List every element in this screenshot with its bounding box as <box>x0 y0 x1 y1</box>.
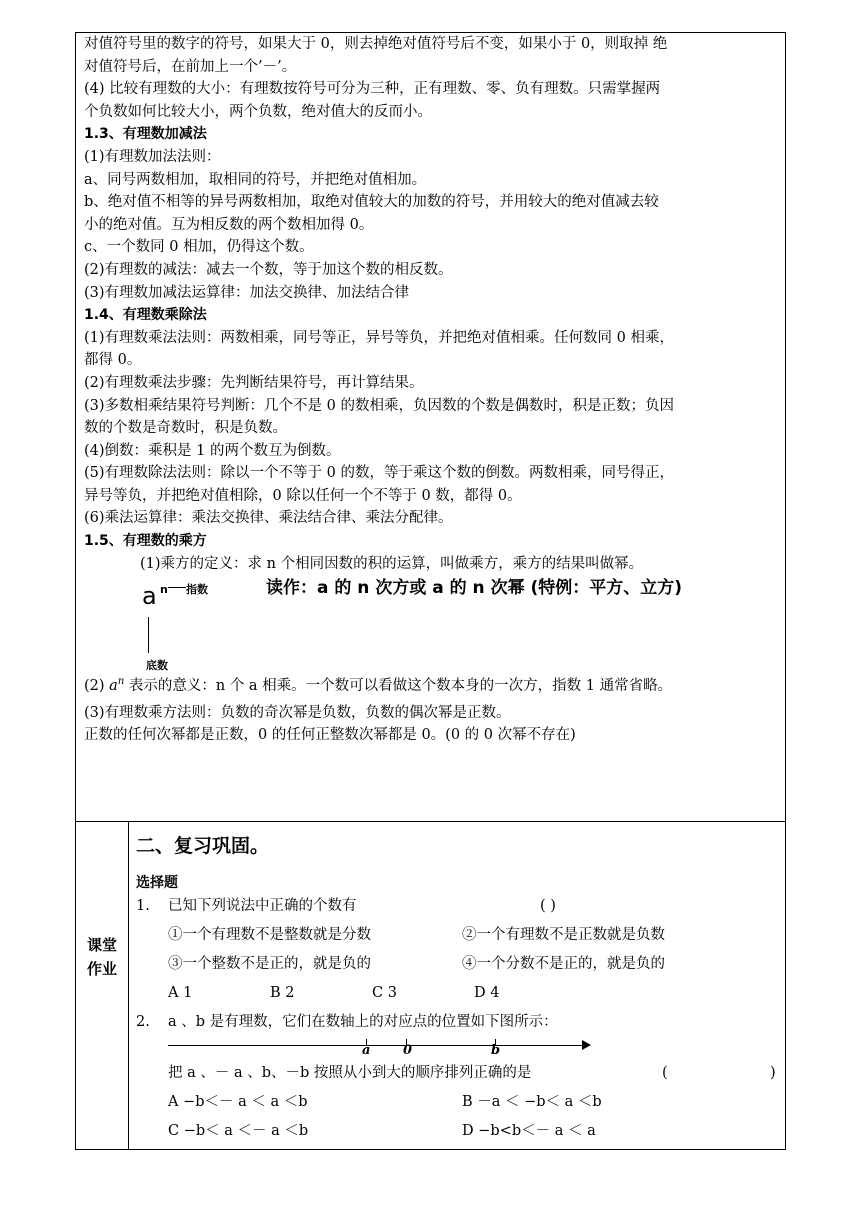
side-label-line: 作业 <box>86 960 117 978</box>
choice-d: D −b<b＜－ a ＜ a <box>462 1123 596 1139</box>
answer-blank: ( ) <box>540 898 556 914</box>
text-line: 异号等负，并把绝对值相除，0 除以任何一个不等于 0 数，都得 0。 <box>84 487 522 504</box>
column-divider <box>128 821 129 1149</box>
side-label-line: 课堂 <box>86 936 117 954</box>
number-line <box>168 1037 784 1059</box>
text-line: (2)有理数乘法步骤：先判断结果符号，再计算结果。 <box>84 374 424 391</box>
heading-1-5: 1.5、有理数的乘方 <box>84 533 207 550</box>
text-line: (3)多数相乘结果符号判断：几个不是 0 的数相乘，负因数的个数是偶数时，积是正数；负因 <box>84 397 674 414</box>
exercise-cell <box>136 829 784 1146</box>
choice-row <box>136 979 784 1008</box>
statement: ③一个整数不是正的，就是负的 <box>168 956 371 972</box>
text-line: (3)有理数乘方法则：负数的奇次幂是负数，负数的偶次幂是正数。 <box>84 704 511 721</box>
choice-a: A 1 <box>168 985 193 1001</box>
text-line: (1)有理数加法法则： <box>84 148 221 165</box>
question-number: 1. <box>136 898 150 914</box>
answer-blank-open: ( <box>662 1065 668 1081</box>
row-divider <box>76 821 785 822</box>
figure-exponent-label: 指数 <box>186 583 208 597</box>
power-symbol-base: a <box>109 678 118 695</box>
text-line: (1)乘方的定义：求 n 个相同因数的积的运算，叫做乘方，乘方的结果叫做幂。 <box>140 555 644 572</box>
question-text: a 、b 是有理数，它们在数轴上的对应点的位置如下图所示： <box>168 1014 558 1030</box>
text-line: 都得 0。 <box>84 352 142 369</box>
figure-pointer-line <box>148 617 149 653</box>
statement-row <box>136 950 784 979</box>
question-2 <box>136 1008 784 1037</box>
choice-b: B －a ＜ −b＜ a ＜b <box>462 1094 602 1110</box>
number-line-axis <box>168 1045 586 1046</box>
figure-reading-text: 读作：a 的 n 次方或 a 的 n 次幂 (特例：平方、立方) <box>266 578 683 599</box>
side-label <box>76 933 128 981</box>
statement: ④一个分数不是正的，就是负的 <box>462 956 665 972</box>
text-line: 小的绝对值。互为相反数的两个数相加得 0。 <box>84 216 374 233</box>
statement: ②一个有理数不是正数就是负数 <box>462 927 665 943</box>
notes-cell <box>84 33 784 747</box>
text-line: 个负数如何比较大小，两个负数，绝对值大的反而小。 <box>84 103 432 120</box>
figure-exponent: n <box>160 583 168 597</box>
text-line: (1)有理数乘法法则：两数相乘，同号等正，异号等负，并把绝对值相乘。任何数同 0 相乘， <box>84 329 674 346</box>
power-figure <box>84 577 784 673</box>
question-number: 2. <box>136 1014 150 1030</box>
section-title: 二、复习巩固。 <box>136 835 270 857</box>
question-1 <box>136 892 784 921</box>
question-text: 把 a 、－ a 、b、－b 按照从小到大的顺序排列正确的是 <box>168 1065 532 1081</box>
text-line: 正数的任何次幂都是正数，0 的任何正整数次幂都是 0。(0 的 0 次幂不存在) <box>84 727 576 744</box>
choice-row <box>136 1117 784 1146</box>
number-line-label-b: b <box>491 1043 501 1058</box>
arrow-icon <box>582 1040 591 1050</box>
answer-blank-close: ) <box>770 1065 776 1081</box>
number-line-label-a: a <box>362 1043 371 1058</box>
statement: ①一个有理数不是整数就是分数 <box>168 927 371 943</box>
text-line: (6)乘法运算律：乘法交换律、乘法结合律、乘法分配律。 <box>84 510 453 527</box>
power-symbol-exp: n <box>117 676 125 688</box>
choice-c: C 3 <box>372 985 397 1001</box>
lesson-table <box>75 32 786 1150</box>
text-line <box>84 671 784 697</box>
text-line: b、绝对值不相等的异号两数相加，取绝对值较大的加数的符号，并用较大的绝对值减去较 <box>84 194 659 211</box>
text-span: (2) <box>84 678 110 695</box>
choice-row <box>136 1088 784 1117</box>
text-line: 对值符号里的数字的符号，如果大于 0，则去掉绝对值符号后不变，如果小于 0，则取掉 绝 <box>84 36 668 52</box>
heading-1-4: 1.4、有理数乘除法 <box>84 307 207 324</box>
text-line: 数的个数是奇数时，积是负数。 <box>84 420 287 437</box>
text-line: (3)有理数加减法运算律：加法交换律、加法结合律 <box>84 284 410 301</box>
text-line: (4) 比较有理数的大小：有理数按符号可分为三种，正有理数、零、负有理数。只需掌握两 <box>84 81 661 98</box>
choice-b: B 2 <box>270 985 295 1001</box>
text-line: a、同号两数相加，取相同的符号，并把绝对值相加。 <box>84 171 427 188</box>
choice-a: A −b＜－ a ＜ a ＜b <box>168 1094 308 1110</box>
heading-1-3: 1.3、有理数加减法 <box>84 126 207 143</box>
figure-pointer-line <box>168 587 186 588</box>
figure-base: a <box>142 582 157 611</box>
text-line: 对值符号后，在前加上一个’－’。 <box>84 58 297 75</box>
question-prompt <box>136 1059 784 1088</box>
question-text: 已知下列说法中正确的个数有 <box>168 898 357 914</box>
choice-c: C −b＜ a ＜－ a ＜b <box>168 1123 309 1139</box>
statement-row <box>136 921 784 950</box>
text-line: c、一个数同 0 相加，仍得这个数。 <box>84 239 314 256</box>
text-line: (5)有理数除法法则：除以一个不等于 0 的数，等于乘这个数的倒数。两数相乘，同号得正， <box>84 465 674 482</box>
text-line: (2)有理数的减法：减去一个数，等于加这个数的相反数。 <box>84 261 453 278</box>
choice-d: D 4 <box>474 985 500 1001</box>
number-line-label-zero: 0 <box>403 1043 413 1058</box>
text-line: (4)倒数：乘积是 1 的两个数互为倒数。 <box>84 442 341 459</box>
figure-base-label: 底数 <box>146 659 168 673</box>
subsection-title: 选择题 <box>136 875 178 891</box>
text-span: 表示的意义：n 个 a 相乘。一个数可以看做这个数本身的一次方，指数 1 通常省略。 <box>124 678 673 695</box>
